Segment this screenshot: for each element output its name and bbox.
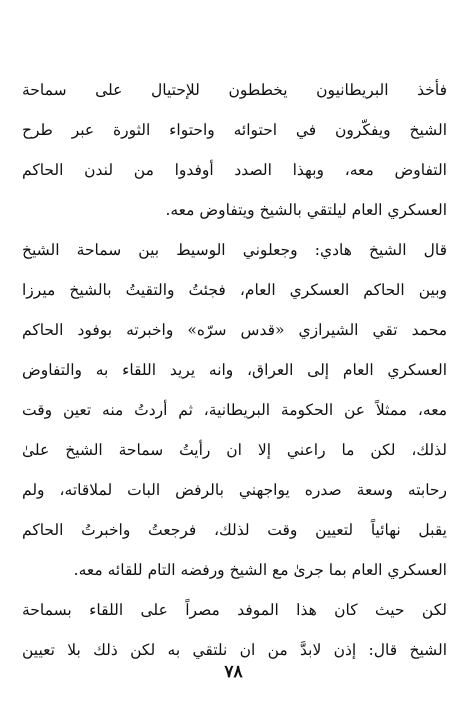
- text-line: معه، ممثلاً عن الحكومة البريطانية، ثم أردتُ منه تعين وقت: [22, 401, 447, 419]
- text-line: وبين الحاكم العسكري العام، فجئتُ والتقيتُ بالشيخ ميرزا: [22, 281, 447, 299]
- text-line: قال الشيخ هادي: وجعلوني الوسيط بين سماحة الشيخ: [22, 241, 447, 259]
- text-line: رحابته وسعة صدره يواجهني بالرفض البات لملاقاته، ولم: [22, 481, 447, 499]
- text-line: العسكري العام ليلتقي بالشيخ ويتفاوض معه.: [165, 201, 447, 219]
- paragraph-2: [22, 230, 447, 590]
- text-line: لذلك، لكن ما راعني إلا ان رأيتُ سماحة الشيخ علىٰ: [22, 441, 447, 459]
- text-line: العسكري العام إلى العراق، وانه يريد اللقاء به والتفاوض: [22, 361, 447, 379]
- text-line: العسكري العام بما جرىٰ مع الشيخ ورفضه التام للقائه معه.: [73, 561, 447, 579]
- text-line: محمد تقي الشيرازي «قدس سرّه» واخبرته بوفود الحاكم: [22, 321, 447, 339]
- text-line: الشيخ ويفكّرون في احتوائه واحتواء الثورة عبر طرح: [22, 121, 447, 139]
- text-line: فأخذ البريطانيون يخططون للإحتيال على سماحة: [22, 81, 447, 99]
- paragraph-1: [22, 70, 447, 230]
- text-line: الشيخ قال: إذن لابدَّ من ان نلتقي به لكن ذلك بلا تعيين: [22, 641, 447, 659]
- paragraph-3: [22, 590, 447, 670]
- text-line: لكن حيث كان هذا الموفد مصراً على اللقاء بسماحة: [22, 601, 447, 619]
- text-line: التفاوض معه، وبهذا الصدد أوفدوا من لندن الحاكم: [22, 161, 447, 179]
- page-body: [22, 70, 447, 670]
- page-number: ٧٨: [224, 662, 243, 682]
- text-line: يقبل نهائياً لتعيين وقت لذلك، فرجعتُ واخبرتُ الحاكم: [22, 521, 447, 539]
